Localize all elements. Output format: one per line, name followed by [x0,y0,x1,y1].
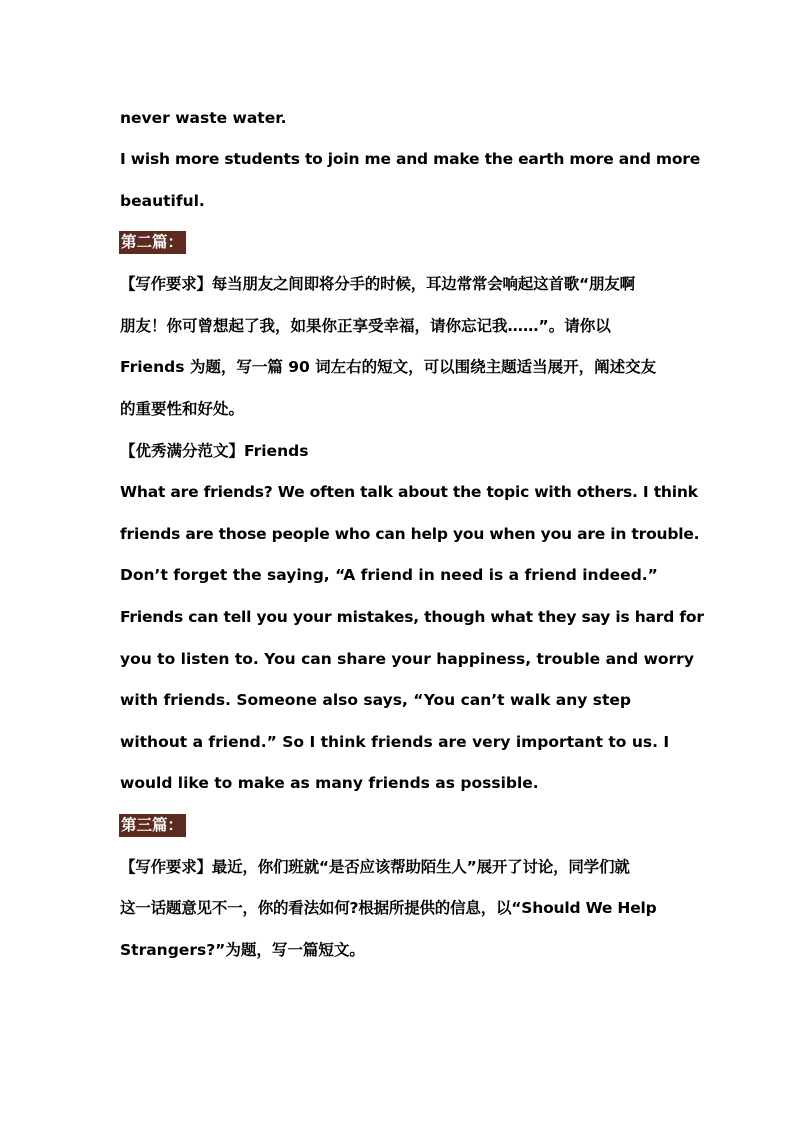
prompt-line: 朋友！你可曾想起了我，如果你正享受幸福，请你忘记我……”。请你以 [120,317,611,335]
prompt-line: Strangers?”为题，写一篇短文。 [120,941,365,959]
prompt-line: 【写作要求】最近，你们班就“是否应该帮助陌生人”展开了讨论，同学们就 [120,858,630,876]
essay-line: friends are those people who can help you when you are in trouble. [120,525,700,543]
essay-line: would like to make as many friends as possible. [120,774,539,792]
section-heading: 第二篇： [119,231,186,254]
essay-line: What are friends? We often talk about the topic with others. I think [120,483,698,501]
essay-line: Don’t forget the saying, “A friend in need is a friend indeed.” [120,566,658,584]
prompt-line: Friends 为题，写一篇 90 词左右的短文，可以围绕主题适当展开，阐述交友 [120,358,657,376]
essay-line: without a friend.” So I think friends are very important to us. I [120,733,670,751]
paragraph-line: I wish more students to join me and make the earth more and more [120,150,701,168]
essay-line: you to listen to. You can share your happiness, trouble and worry [120,650,694,668]
prompt-line: 这一话题意见不一，你的看法如何?根据所提供的信息，以“Should We Help [120,899,657,917]
sample-essay-title: 【优秀满分范文】Friends [120,442,309,460]
paragraph-line: never waste water. [120,109,287,127]
section-heading: 第三篇： [119,814,186,837]
prompt-line: 【写作要求】每当朋友之间即将分手的时候，耳边常常会响起这首歌“朋友啊 [120,275,635,293]
essay-line: with friends. Someone also says, “You can’t walk any step [120,691,632,709]
prompt-line: 的重要性和好处。 [120,400,245,418]
essay-line: Friends can tell you your mistakes, though what they say is hard for [120,608,704,626]
paragraph-line: beautiful. [120,192,205,210]
